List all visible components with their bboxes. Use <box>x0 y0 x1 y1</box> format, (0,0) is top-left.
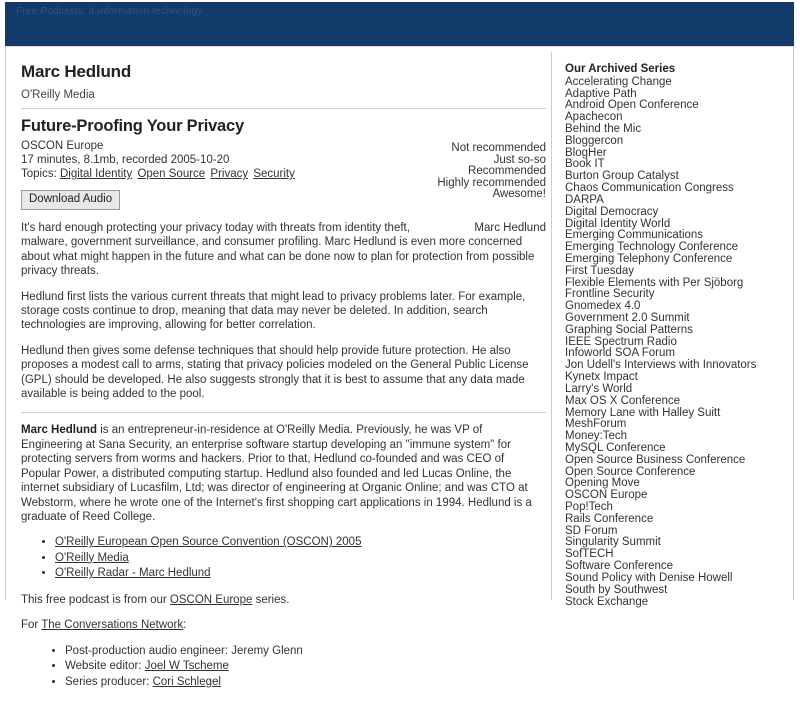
credit-name-series-producer[interactable]: Cori Schlegel <box>152 675 221 688</box>
rating-option-awesome[interactable]: Awesome! <box>492 188 546 201</box>
credits-list <box>21 644 546 691</box>
article-byline: Marc Hedlund <box>474 222 546 234</box>
sidebar-series-item[interactable]: South by Southwest <box>565 583 668 596</box>
bio-text: is an entrepreneur-in-residence at O'Reilly Media. Previously, he was VP of Engineering at Sana Security, an enterprise software startup developing an "immune system" for protecting servers from worms and hackers. Prior to that, Hedlund co-founded and was CEO of Popular Power, a distributed computing startup. Hedlund also founded and led Lucas Online, the internet subsidiary of Lucasfilm, Ltd; was director of engineering at Organic Online; and was CTO at Webstorm, where he wrote one of the Internet's first shopping cart applications in 1994. Hedlund is a graduate of Reed College. <box>21 424 532 523</box>
download-audio-button[interactable]: Download Audio <box>21 190 120 210</box>
rating-option-just-so-so[interactable]: Just so-so <box>493 153 546 166</box>
rating-options <box>437 143 546 201</box>
site-masthead <box>5 2 794 46</box>
list-item <box>55 535 546 551</box>
sidebar-series-item[interactable]: Emerging Communications <box>565 229 704 242</box>
podcast-source-suffix: series. <box>252 593 290 606</box>
list-item <box>65 644 546 660</box>
site-title: Free Podcasts: it.information technology <box>16 6 203 17</box>
description-paragraph-2: Hedlund first lists the various current threats that might lead to privacy problems later. For example, storage costs continue to drop, meaning that data may never be deleted. In addition, search technologies are improving, allowing for better correlation. <box>21 290 526 332</box>
related-link-oreilly-radar[interactable]: O'Reilly Radar - Marc Hedlund <box>55 567 211 580</box>
sidebar-series-item[interactable]: Max OS X Conference <box>565 394 681 407</box>
credit-role-audio-engineer: Post-production audio engineer: <box>65 644 232 657</box>
description-paragraph-3: Hedlund then gives some defense techniques that should help provide future protection. He also proposes a modest call to arms, stating that privacy policies modeled on the General Public License (GPL) should be developed. He also suggests strongly that it is best to assume that any data made available is being added to the pool. <box>21 344 529 401</box>
credit-name-audio-engineer: Jeremy Glenn <box>231 644 303 657</box>
talk-meta: 17 minutes, 8.1mb, recorded 2005-10-20 <box>21 154 230 166</box>
sidebar-series-item[interactable]: Software Conference <box>565 560 674 573</box>
related-link-oscon-2005[interactable]: O'Reilly European Open Source Convention (OSCON) 2005 <box>55 536 362 549</box>
sidebar-series-item[interactable]: Adaptive Path <box>565 87 637 100</box>
sidebar-series-item[interactable]: Singularity Summit <box>565 536 661 549</box>
conversations-network-link[interactable]: The Conversations Network <box>41 619 184 632</box>
sidebar-series-item[interactable]: Emerging Technology Conference <box>565 241 739 254</box>
sidebar-series-item[interactable]: SD Forum <box>565 524 618 537</box>
column-divider <box>551 52 552 600</box>
header-divider <box>21 108 546 109</box>
sidebar-series-item[interactable]: Pop!Tech <box>565 501 613 514</box>
description-paragraph-1 <box>21 221 546 279</box>
network-suffix: : <box>183 619 187 632</box>
description-text-1: It's hard enough protecting your privacy today with threats from identity theft, malware, government surveillance, and consumer profiling. Marc Hedlund is even more concerned about what might happen in the future and what can be done now to plan for protection from possible privacy threats. <box>21 222 535 278</box>
related-links-list <box>21 535 546 582</box>
talk-title: Future-Proofing Your Privacy <box>21 117 244 135</box>
main-content <box>21 62 546 701</box>
sidebar-series-item[interactable]: Accelerating Change <box>565 75 672 88</box>
talk-series: OSCON Europe <box>21 140 104 152</box>
sidebar-series-item[interactable]: First Tuesday <box>565 264 635 277</box>
speaker-bio <box>21 423 546 524</box>
sidebar-series-item[interactable]: IEEE Spectrum Radio <box>565 335 677 348</box>
topics-label: Topics: <box>21 168 57 180</box>
speaker-name: Marc Hedlund <box>21 62 132 81</box>
sidebar-series-item[interactable]: Government 2.0 Summit <box>565 312 690 325</box>
bio-divider <box>21 412 546 413</box>
sidebar-series-item[interactable]: Emerging Telephony Conference <box>565 252 733 265</box>
network-prefix: For <box>21 619 42 632</box>
sidebar-series-item[interactable]: Gnomedex 4.0 <box>565 300 641 313</box>
podcast-series-link[interactable]: OSCON Europe <box>169 593 253 606</box>
sidebar-series-item[interactable]: Rails Conference <box>565 512 654 525</box>
related-link-oreilly-media[interactable]: O'Reilly Media <box>55 551 129 564</box>
sidebar-series-item[interactable]: Open Source Conference <box>565 465 696 478</box>
sidebar-series-item[interactable]: Larry's World <box>565 382 633 395</box>
list-item <box>65 675 546 691</box>
sidebar-series-item[interactable]: DARPA <box>565 193 604 206</box>
sidebar-series-item[interactable]: Graphing Social Patterns <box>565 323 693 336</box>
rating-option-recommended[interactable]: Recommended <box>468 165 546 178</box>
sidebar-series-item[interactable]: Digital Identity World <box>565 217 671 230</box>
credit-role-website-editor: Website editor: <box>65 660 145 673</box>
topic-link-open-source[interactable]: Open Source <box>137 168 206 180</box>
sidebar-series-item[interactable]: Bloggercon <box>565 134 624 147</box>
sidebar-series-item[interactable]: Book IT <box>565 158 605 171</box>
podcast-source-line <box>21 593 546 607</box>
sidebar-series-item[interactable]: Digital Democracy <box>565 205 659 218</box>
credit-name-website-editor[interactable]: Joel W Tscheme <box>144 660 229 673</box>
sidebar-series-item[interactable]: Stock Exchange <box>565 595 649 608</box>
sidebar-series-item[interactable]: Frontline Security <box>565 288 655 301</box>
series-list <box>565 77 790 609</box>
sidebar-series-item[interactable]: Behind the Mic <box>565 123 642 136</box>
sidebar-series-item[interactable]: Android Open Conference <box>565 99 699 112</box>
topic-link-privacy[interactable]: Privacy <box>210 168 249 180</box>
speaker-affiliation: O'Reilly Media <box>21 89 95 101</box>
bio-speaker-name: Marc Hedlund <box>21 424 98 437</box>
sidebar-heading: Our Archived Series <box>565 63 676 75</box>
sidebar-series-item[interactable]: Kynetx Impact <box>565 371 638 384</box>
sidebar-series-item[interactable]: MeshForum <box>565 418 627 431</box>
sidebar-series-item[interactable]: OSCON Europe <box>565 489 648 502</box>
topic-link-security[interactable]: Security <box>253 168 295 180</box>
sidebar-series-item[interactable]: SofTECH <box>565 548 614 561</box>
sidebar-series-item[interactable]: Memory Lane with Halley Suitt <box>565 406 721 419</box>
sidebar-series-item[interactable]: Apachecon <box>565 111 623 124</box>
sidebar-series-item[interactable]: Flexible Elements with Per Sjöborg <box>565 276 744 289</box>
network-line <box>21 618 546 632</box>
list-item <box>55 566 546 582</box>
sidebar-series-item[interactable]: Jon Udell's Interviews with Innovators <box>565 359 757 372</box>
rating-option-not-recommended[interactable]: Not recommended <box>451 142 546 154</box>
podcast-source-prefix: This free podcast is from our <box>21 593 170 606</box>
sidebar-series-item[interactable]: Infoworld SOA Forum <box>565 347 675 360</box>
sidebar-series-item[interactable]: Burton Group Catalyst <box>565 170 679 183</box>
credit-role-series-producer: Series producer: <box>65 675 153 688</box>
sidebar-series-item[interactable]: Open Source Business Conference <box>565 453 746 466</box>
rating-option-highly-recommended[interactable]: Highly recommended <box>437 176 546 189</box>
sidebar-series-item[interactable]: Opening Move <box>565 477 640 490</box>
archived-series-sidebar <box>565 63 790 608</box>
topic-link-digital-identity[interactable]: Digital Identity <box>60 168 133 180</box>
list-item <box>55 551 546 567</box>
sidebar-series-item[interactable]: Sound Policy with Denise Howell <box>565 571 733 584</box>
list-item <box>65 659 546 675</box>
sidebar-series-item[interactable]: MySQL Conference <box>565 441 666 454</box>
sidebar-series-item[interactable]: Money:Tech <box>565 430 628 443</box>
sidebar-series-item[interactable]: BlogHer <box>565 146 607 159</box>
sidebar-series-item[interactable]: Chaos Communication Congress <box>565 182 734 195</box>
